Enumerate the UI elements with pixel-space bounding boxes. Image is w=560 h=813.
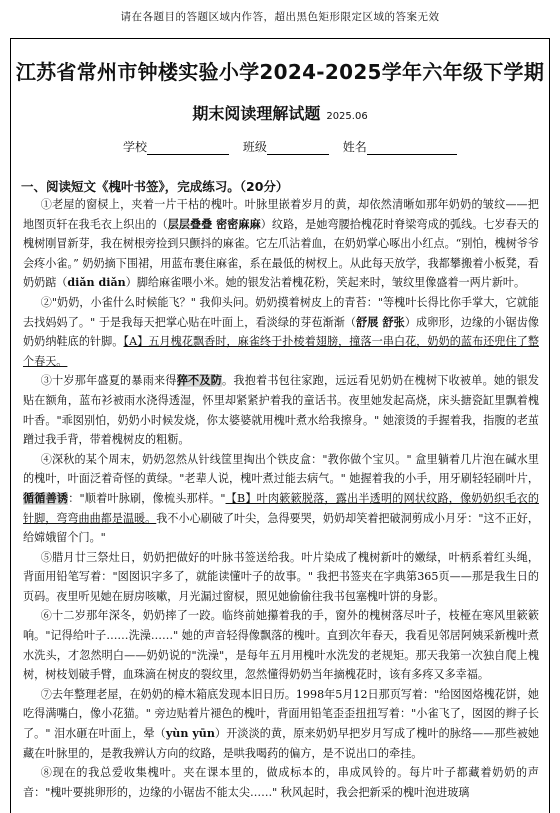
highlighted-idiom-2: 循循善诱: [23, 491, 69, 505]
name-label: 姓名: [342, 140, 367, 154]
exam-subtitle: 期末阅读理解试题: [192, 104, 321, 123]
section-heading: 一、阅读短文《槐叶书签》，完成练习。（20分）: [21, 179, 289, 194]
paragraph-8: ⑧现在的我总爱收集槐叶。夹在课本里的，做成标本的，串成风铃的。每片叶子都藏着奶奶的声音："槐叶要挑卵形的，边缘的小锯齿不能太尖……" 秋风起时，我会把新采的槐叶泡进玻璃: [23, 766, 539, 799]
paragraph-3: ③十岁那年盛夏的暴雨来得猝不及防。我抱着书包往家跑，远远看见奶奶在槐树下收被单。她的银发贴在额角，蓝布衫被雨水浇得透湿，怀里却紧紧护着我的童话书。夜里她发起高烧，床头搪瓷缸里飘着槐叶香。"乖囡别怕，奶奶小时候发烧，你太婆婆就用槐叶煮水给我擦身。" 她滚烫的手握着我，指腹的老茧蹭过我手背，带着槐树皮的粗粝。: [23, 374, 539, 447]
word-choice-2: 舒展 舒张: [356, 315, 405, 329]
answer-frame: [10, 38, 550, 813]
student-info-row: [123, 138, 549, 155]
class-label: 班级: [242, 140, 267, 154]
exam-subtitle-row: [11, 101, 549, 124]
highlighted-idiom-1: 猝不及防: [176, 374, 223, 388]
pinyin-choice-1: diǎn diǎn: [67, 276, 126, 290]
paragraph-5: ⑤腊月廿三祭灶日，奶奶把做好的叶脉书签送给我。叶片染成了槐树新叶的嫩绿，叶柄系着红头绳，背面用铅笔写着："囡囡识字多了，就能读懂叶子的故事。" 我把书签夹在字典第365页——那是我生日的页码。夜里听见她在厨房咳嗽，月光漏过窗棂，照见她偷偷往我书包塞槐叶饼的身影。: [23, 550, 539, 603]
class-field[interactable]: [267, 141, 329, 155]
paragraph-4: ④深秋的某个周末，奶奶忽然从针线筐里掏出个铁皮盒："教你做个宝贝。" 盒里躺着几片泡在碱水里的槐叶，叶面泛着奇怪的黄绿。"老辈人说，槐叶煮过能去病气。" 她握着我的小手，用牙刷轻轻刷叶片，循循善诱："顺着叶脉刷，像梳头那样。"【B】叶肉簌簌脱落，露出半透明的网状纹路，像奶奶织毛衣的针脚，弯弯曲曲都是温暖。我不小心刷破了叶尖，急得要哭，奶奶却笑着把破洞剪成小月牙："这不正好，给嫦娥留个门。": [23, 452, 539, 545]
exam-page: [0, 9, 560, 813]
school-field[interactable]: [147, 141, 229, 155]
word-choice-1: 层层叠叠 密密麻麻: [167, 217, 261, 231]
pinyin-choice-2: yùn yūn: [165, 727, 215, 741]
passage: [23, 195, 539, 802]
paragraph-7: ⑦去年整理老屋，在奶奶的樟木箱底发现本旧日历。1998年5月12日那页写着："给囡囡烙槐花饼，她吃得满嘴白，像小花猫。" 旁边贴着片褪色的槐叶，背面用铅笔歪歪扭扭写着："小雀飞了，囡囡的辫子长了。" 泪水砸在叶面上，晕（yùn yūn）开淡淡的黄，原来奶奶早把岁月写成了槐叶的脉络——那些被她藏在叶脉里的，是教我辨认方向的纹路，是哄我喝药的偏方，是不说出口的牵挂。: [23, 687, 540, 760]
paragraph-1: ①老屋的窗棂上，夹着一片干枯的槐叶。叶脉里嵌着岁月的黄，却依然清晰如那年奶奶的皱纹——把地图页轩在我毛衣上织出的（层层叠叠 密密麻麻）纹路，是她弯腰拾槐花时脊梁弯成的弧线。七岁春天的槐树刚冒新芽，我在树根旁捡到只颤抖的麻雀。它左爪沾着血，在奶奶掌心啄出小红点。“别怕，槐树爷爷会疼小雀。” 奶奶摘下围裙，用蓝布裹住麻雀，系在最低的树杈上。从此每天放学，我都攀搬着小板凳，看奶奶踮（diǎn diǎn）脚给麻雀喂小米。她的银发沾着槐花粉，笑起来时，皱纹里像盛着一两片新叶。: [23, 198, 539, 290]
exam-title: 江苏省常州市钟楼实验小学2024-2025学年六年级下学期: [15, 60, 545, 84]
paragraph-6: ⑥十二岁那年深冬，奶奶摔了一跤。临终前她攥着我的手，窗外的槐树落尽叶子，枝桠在寒风里簌簌响。"记得给叶子……洗澡……" 她的声音轻得像飘落的槐叶。直到次年春天，我看见邻居阿姨采新槐叶煮水洗头，才忽然明白——奶奶说的"洗澡"，是每年五月用槐叶水洗发的老规矩。那天我第一次独自爬上槐树，树枝划破手臂，血珠滴在树皮的裂纹里，忽然懂得奶奶当年摘槐花时，该有多疼又多幸福。: [23, 609, 539, 682]
underlined-sentence-a: 【A】五月槐花飘香时，麻雀终于扑棱着翅膀，撞落一串白花，奶奶的蓝布还兜住了整个春天。: [23, 335, 539, 368]
answer-area-notice: 请在各题目的答题区域内作答，超出黑色矩形限定区域的答案无效: [120, 11, 440, 23]
exam-date: 2025.06: [326, 111, 368, 122]
name-field[interactable]: [367, 141, 457, 155]
underlined-sentence-b: 【B】叶肉簌簌脱落，露出半透明的网状纹路，像奶奶织毛衣的针脚，弯弯曲曲都是温暖。: [23, 491, 539, 525]
paragraph-2: ②"奶奶，小雀什么时候能飞？" 我仰头问。奶奶摸着树皮上的青苔："等槐叶长得比你手掌大，它就能去找妈妈了。" 于是我每天把掌心贴在叶面上，看淡绿的芽苞渐渐（舒展 舒张）成卵形，边缘的小锯齿像奶奶纳鞋底的针脚。【A】五月槐花飘香时，麻雀终于扑棱着翅膀，撞落一串白花，奶奶的蓝布还兜住了整个春天。: [23, 295, 539, 368]
school-label: 学校: [123, 140, 148, 154]
